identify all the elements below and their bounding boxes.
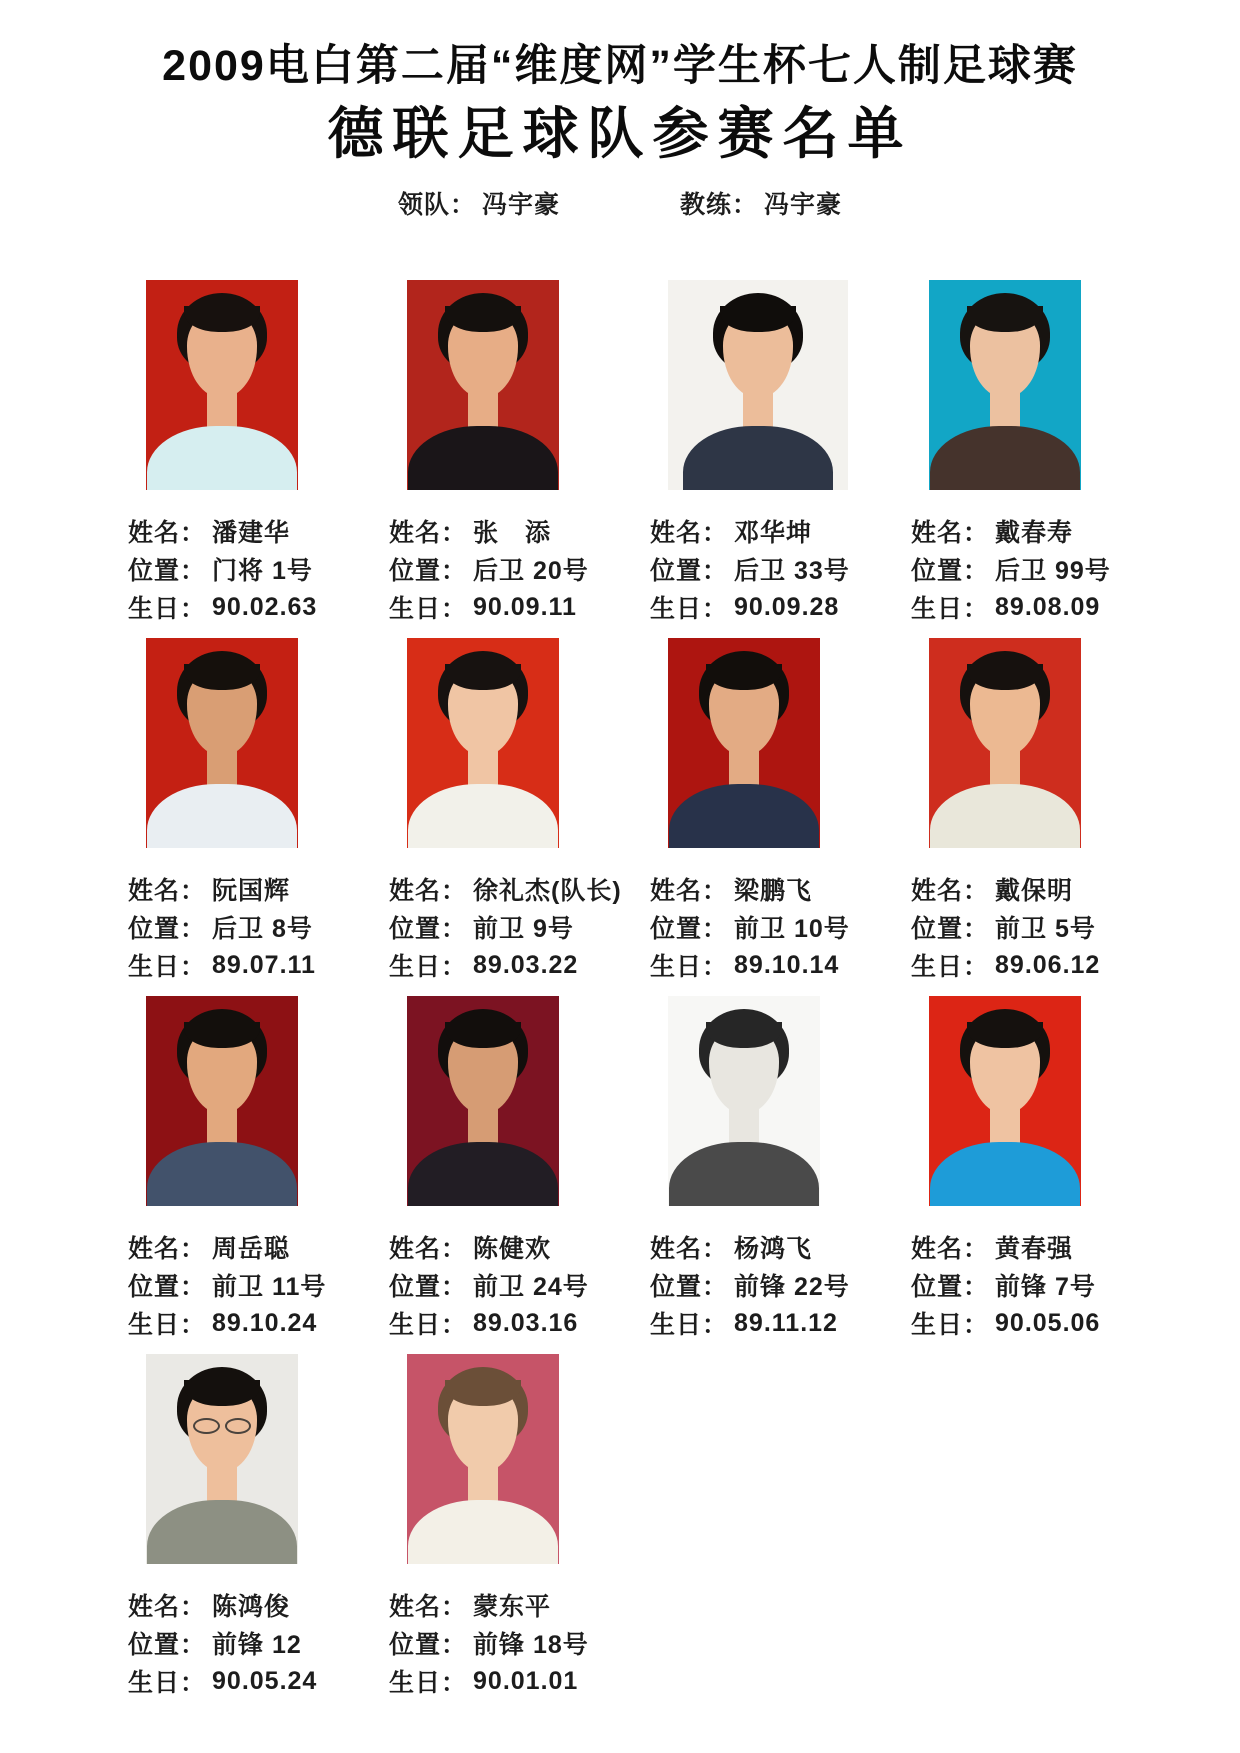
player-position-line	[389, 1266, 650, 1304]
player-card	[389, 280, 650, 626]
name-label: 姓名：	[650, 877, 729, 905]
player-birthday-line	[650, 588, 911, 626]
player-position-line	[650, 550, 911, 588]
name-label: 姓名：	[650, 1235, 729, 1263]
avatar-shirt	[930, 784, 1080, 848]
avatar-shirt	[147, 426, 297, 490]
player-card	[911, 280, 1172, 626]
player-position-line	[650, 1266, 911, 1304]
birthday-label: 生日：	[911, 595, 990, 623]
player-position-line	[128, 908, 389, 946]
player-photo	[929, 280, 1081, 490]
player-birthday: 89.03.16	[473, 1308, 579, 1337]
player-birthday: 89.10.14	[734, 950, 840, 979]
player-birthday-line	[650, 946, 911, 984]
position-label: 位置：	[911, 557, 990, 585]
birthday-label: 生日：	[389, 953, 468, 981]
player-position: 门将 1号	[212, 557, 313, 585]
player-name-line	[128, 870, 389, 908]
player-birthday-line	[389, 946, 650, 984]
position-label: 位置：	[128, 1273, 207, 1301]
avatar-shirt	[408, 1142, 558, 1206]
player-position: 前锋 22号	[734, 1273, 850, 1301]
player-position: 前锋 18号	[473, 1631, 589, 1659]
player-info	[389, 512, 650, 626]
player-position: 后卫 33号	[734, 557, 850, 585]
player-photo	[929, 638, 1081, 848]
player-name: 邓华坤	[734, 519, 813, 547]
player-birthday-line	[911, 1304, 1172, 1342]
player-photo	[668, 280, 848, 490]
player-name-line	[128, 512, 389, 550]
player-name: 黄春强	[995, 1235, 1074, 1263]
name-label: 姓名：	[128, 1235, 207, 1263]
player-info	[128, 1228, 389, 1342]
avatar-shirt	[408, 784, 558, 848]
player-info	[389, 870, 650, 984]
player-name: 周岳聪	[212, 1235, 291, 1263]
player-name: 蒙东平	[473, 1593, 552, 1621]
team-leader-label: 领队：	[397, 191, 476, 219]
player-position: 前卫 9号	[473, 915, 574, 943]
player-info	[128, 1586, 389, 1700]
birthday-label: 生日：	[650, 595, 729, 623]
page-title: 2009电白第二届“维度网”学生杯七人制足球赛	[162, 42, 1078, 90]
player-photo	[407, 996, 559, 1206]
player-position-line	[128, 1266, 389, 1304]
player-card	[911, 996, 1172, 1342]
position-label: 位置：	[650, 557, 729, 585]
player-photo	[407, 638, 559, 848]
player-photo	[668, 638, 820, 848]
player-position-line	[128, 550, 389, 588]
player-name-line	[911, 1228, 1172, 1266]
player-birthday: 90.05.24	[212, 1666, 318, 1695]
player-card	[128, 1354, 389, 1700]
position-label: 位置：	[650, 1273, 729, 1301]
position-label: 位置：	[650, 915, 729, 943]
player-card	[128, 280, 389, 626]
team-leader-name: 冯宇豪	[481, 191, 560, 219]
name-label: 姓名：	[911, 877, 990, 905]
player-position: 前卫 10号	[734, 915, 850, 943]
player-name: 陈鸿俊	[212, 1593, 291, 1621]
avatar-shirt	[683, 426, 833, 490]
player-name-line	[389, 1228, 650, 1266]
position-label: 位置：	[128, 557, 207, 585]
player-name-line	[650, 512, 911, 550]
birthday-label: 生日：	[389, 1311, 468, 1339]
player-info	[389, 1228, 650, 1342]
position-label: 位置：	[389, 1273, 468, 1301]
player-position-line	[911, 908, 1172, 946]
name-label: 姓名：	[911, 1235, 990, 1263]
staff-row	[0, 186, 1240, 224]
player-info	[650, 870, 911, 984]
avatar-shirt	[669, 1142, 819, 1206]
player-name: 戴春寿	[995, 519, 1074, 547]
team-coach-label: 教练：	[680, 191, 759, 219]
player-info	[911, 1228, 1172, 1342]
birthday-label: 生日：	[911, 953, 990, 981]
player-name-line	[650, 870, 911, 908]
player-birthday-line	[128, 1304, 389, 1342]
position-label: 位置：	[389, 915, 468, 943]
player-card	[650, 280, 911, 626]
player-position-line	[389, 908, 650, 946]
birthday-label: 生日：	[128, 1669, 207, 1697]
player-birthday: 89.06.12	[995, 950, 1101, 979]
player-photo	[146, 638, 298, 848]
player-position: 前锋 7号	[995, 1273, 1096, 1301]
player-birthday-line	[911, 946, 1172, 984]
player-name: 陈健欢	[473, 1235, 552, 1263]
player-name-line	[911, 512, 1172, 550]
player-card	[128, 638, 389, 984]
player-photo	[146, 1354, 298, 1564]
player-position-line	[389, 550, 650, 588]
player-birthday: 89.03.22	[473, 950, 579, 979]
player-birthday: 89.10.24	[212, 1308, 318, 1337]
avatar-shirt	[408, 1500, 558, 1564]
player-birthday-line	[389, 588, 650, 626]
player-photo	[407, 280, 559, 490]
player-card	[389, 996, 650, 1342]
position-label: 位置：	[389, 1631, 468, 1659]
player-info	[650, 1228, 911, 1342]
player-name: 戴保明	[995, 877, 1074, 905]
player-card	[650, 638, 911, 984]
name-label: 姓名：	[389, 877, 468, 905]
player-position: 后卫 8号	[212, 915, 313, 943]
player-name: 潘建华	[212, 519, 291, 547]
player-birthday-line	[128, 946, 389, 984]
name-label: 姓名：	[128, 1593, 207, 1621]
player-position-line	[911, 1266, 1172, 1304]
name-label: 姓名：	[389, 1593, 468, 1621]
player-card	[389, 1354, 650, 1700]
player-birthday: 89.11.12	[734, 1308, 838, 1337]
player-birthday-line	[911, 588, 1172, 626]
team-coach	[680, 186, 842, 224]
avatar-shirt	[669, 784, 819, 848]
birthday-label: 生日：	[128, 1311, 207, 1339]
player-position: 前卫 24号	[473, 1273, 589, 1301]
player-info	[389, 1586, 650, 1700]
player-info	[650, 512, 911, 626]
player-photo	[407, 1354, 559, 1564]
team-leader	[398, 186, 560, 224]
player-name-line	[650, 1228, 911, 1266]
player-info	[911, 870, 1172, 984]
player-info	[128, 512, 389, 626]
player-position: 前锋 12	[212, 1631, 302, 1659]
team-roster-subtitle: 德联足球队参赛名单	[327, 102, 913, 165]
player-birthday: 90.09.28	[734, 592, 840, 621]
player-photo	[668, 996, 820, 1206]
avatar-shirt	[408, 426, 558, 490]
player-name-line	[389, 1586, 650, 1624]
name-label: 姓名：	[389, 519, 468, 547]
player-name: 张 添	[473, 519, 552, 547]
player-birthday: 90.02.63	[212, 592, 318, 621]
player-birthday: 89.08.09	[995, 592, 1101, 621]
birthday-label: 生日：	[650, 953, 729, 981]
glasses-icon	[193, 1418, 251, 1434]
player-card	[128, 996, 389, 1342]
name-label: 姓名：	[650, 519, 729, 547]
position-label: 位置：	[389, 557, 468, 585]
player-position-line	[911, 550, 1172, 588]
birthday-label: 生日：	[128, 953, 207, 981]
player-name-line	[389, 512, 650, 550]
position-label: 位置：	[128, 915, 207, 943]
player-photo	[146, 280, 298, 490]
birthday-label: 生日：	[389, 595, 468, 623]
player-birthday: 90.09.11	[473, 592, 577, 621]
player-card	[389, 638, 650, 984]
player-photo	[929, 996, 1081, 1206]
birthday-label: 生日：	[128, 595, 207, 623]
player-name-line	[128, 1228, 389, 1266]
player-name: 徐礼杰(队长)	[473, 877, 622, 905]
player-position-line	[389, 1624, 650, 1662]
player-name: 杨鸿飞	[734, 1235, 813, 1263]
team-coach-name: 冯宇豪	[764, 191, 843, 219]
player-birthday: 89.07.11	[212, 950, 316, 979]
avatar-shirt	[147, 1500, 297, 1564]
player-birthday-line	[650, 1304, 911, 1342]
player-position: 前卫 11号	[212, 1273, 327, 1301]
player-name-line	[128, 1586, 389, 1624]
birthday-label: 生日：	[650, 1311, 729, 1339]
player-birthday: 90.05.06	[995, 1308, 1101, 1337]
player-birthday: 90.01.01	[473, 1666, 579, 1695]
birthday-label: 生日：	[911, 1311, 990, 1339]
avatar-shirt	[930, 426, 1080, 490]
birthday-label: 生日：	[389, 1669, 468, 1697]
player-birthday-line	[389, 1304, 650, 1342]
player-position: 前卫 5号	[995, 915, 1096, 943]
avatar-shirt	[147, 1142, 297, 1206]
player-photo	[146, 996, 298, 1206]
player-name: 梁鹏飞	[734, 877, 813, 905]
player-birthday-line	[128, 1662, 389, 1700]
name-label: 姓名：	[389, 1235, 468, 1263]
player-birthday-line	[128, 588, 389, 626]
player-position: 后卫 99号	[995, 557, 1111, 585]
player-info	[128, 870, 389, 984]
player-name: 阮国辉	[212, 877, 291, 905]
players-grid	[0, 280, 1240, 1700]
position-label: 位置：	[128, 1631, 207, 1659]
player-position-line	[128, 1624, 389, 1662]
position-label: 位置：	[911, 1273, 990, 1301]
player-position: 后卫 20号	[473, 557, 589, 585]
avatar-shirt	[930, 1142, 1080, 1206]
player-info	[911, 512, 1172, 626]
position-label: 位置：	[911, 915, 990, 943]
player-name-line	[911, 870, 1172, 908]
player-name-line	[389, 870, 650, 908]
player-birthday-line	[389, 1662, 650, 1700]
name-label: 姓名：	[128, 877, 207, 905]
name-label: 姓名：	[911, 519, 990, 547]
player-card	[911, 638, 1172, 984]
avatar-shirt	[147, 784, 297, 848]
player-card	[650, 996, 911, 1342]
name-label: 姓名：	[128, 519, 207, 547]
player-position-line	[650, 908, 911, 946]
